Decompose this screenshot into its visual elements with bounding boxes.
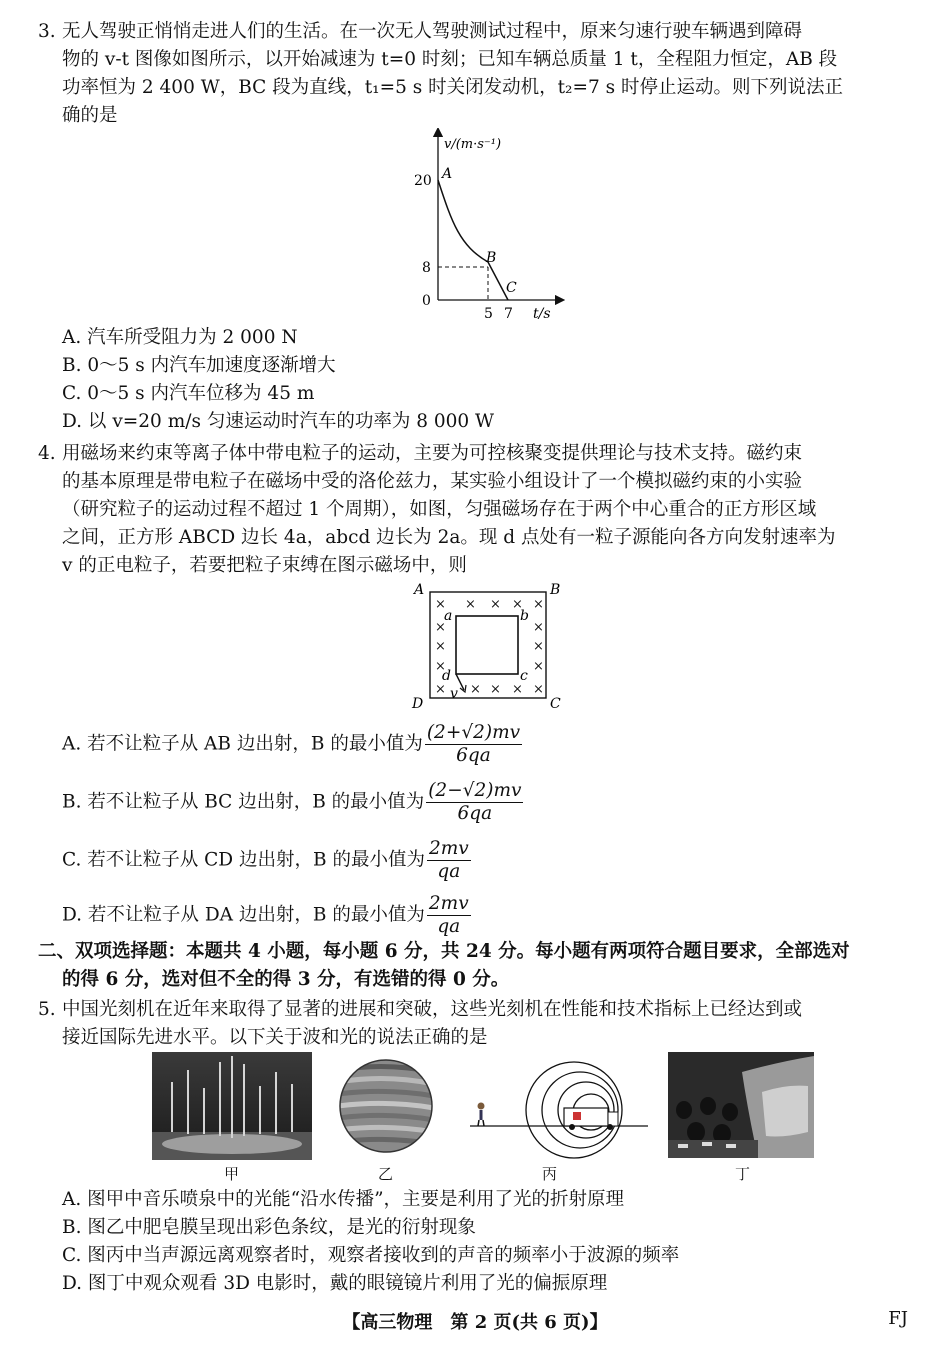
- q4-line-4: 之间，正方形 ABCD 边长 4a，abcd 边长为 2a。现 d 点处有一粒子源能向各方向发射速率为: [62, 527, 836, 548]
- svg-text:×: ×: [435, 639, 446, 654]
- v-axis-label: v/(m·s⁻¹): [444, 137, 502, 152]
- ambulance-icon: [564, 1108, 608, 1126]
- label-ding: 丁: [735, 1165, 751, 1183]
- q4-line-2: 的基本原理是带电粒子在磁场中受的洛伦兹力，某实验小组设计了一个模拟磁约束的小实验: [62, 471, 803, 492]
- q4-option-c: [62, 838, 471, 883]
- section2-heading-line-1: 二、双项选择题：本题共 4 小题，每小题 6 分，共 24 分。每小题有两项符合题目要求，全部选对: [38, 941, 850, 962]
- q5-line-2: 接近国际先进水平。以下关于波和光的说法正确的是: [62, 1027, 488, 1048]
- label-big-d: D: [412, 696, 424, 712]
- curve-ab: [438, 180, 488, 262]
- q4-option-c-denominator: qa: [437, 861, 461, 882]
- label-big-c: C: [550, 696, 561, 712]
- q5-line-1: 中国光刻机在近年来取得了显著的进展和突破，这些光刻机在性能和技术指标上已经达到或: [62, 999, 803, 1020]
- fountain-photo: [152, 1052, 312, 1160]
- label-small-d: d: [442, 668, 451, 684]
- svg-text:×: ×: [512, 682, 523, 697]
- svg-text:×: ×: [435, 597, 446, 612]
- label-small-c: c: [520, 668, 528, 684]
- q4-option-a-text: A. 若不让粒子从 AB 边出射，B 的最小值为: [62, 733, 423, 755]
- q4-option-b-numerator: (2−√2)mv: [428, 780, 522, 801]
- q4-option-b-denominator: 6qa: [457, 803, 493, 824]
- line-bc: [488, 262, 508, 300]
- q4-option-a-fraction: [425, 722, 522, 767]
- q4-option-c-numerator: 2mv: [428, 838, 469, 859]
- svg-text:×: ×: [435, 659, 446, 674]
- q4-option-d-denominator: qa: [437, 916, 461, 937]
- point-b: B: [486, 250, 497, 266]
- svg-text:×: ×: [533, 597, 544, 612]
- q4-option-d: [62, 893, 471, 938]
- svg-text:×: ×: [533, 659, 544, 674]
- doppler-figure: [470, 1054, 650, 1160]
- svg-text:×: ×: [533, 620, 544, 635]
- q4-line-3: （研究粒子的运动过程不超过 1 个周期），如图，匀强磁场存在于两个中心重合的正方形区域: [62, 499, 817, 520]
- q3-line-2: 物的 v-t 图像如图所示，以开始减速为 t=0 时刻；已知车辆总质量 1 t，全程阻力恒定，AB 段: [62, 49, 838, 70]
- label-bing: 丙: [542, 1165, 558, 1183]
- label-big-a: A: [414, 582, 425, 598]
- q3-vt-graph: [400, 128, 570, 328]
- q4-number: 4.: [38, 443, 56, 464]
- tick-5: 5: [484, 306, 493, 322]
- 3d-movie-photo: [668, 1052, 814, 1158]
- q5-option-a: A. 图甲中音乐喷泉中的光能“沿水传播”，主要是利用了光的折射原理: [62, 1189, 625, 1210]
- q3-option-d: D. 以 v=20 m/s 匀速运动时汽车的功率为 8 000 W: [62, 411, 495, 432]
- inner-square-abcd: [456, 616, 518, 674]
- q3-line-3: 功率恒为 2 400 W，BC 段为直线，t₁=5 s 时关闭发动机，t₂=7 s 时停止运动。则下列说法正: [62, 77, 843, 98]
- svg-text:×: ×: [533, 682, 544, 697]
- q4-magnetic-figure: [408, 580, 568, 712]
- label-jia: 甲: [224, 1165, 240, 1183]
- svg-text:×: ×: [512, 597, 523, 612]
- q5-option-b: B. 图乙中肥皂膜呈现出彩色条纹，是光的衍射现象: [62, 1217, 476, 1238]
- svg-text:×: ×: [435, 620, 446, 635]
- svg-text:×: ×: [435, 682, 446, 697]
- label-small-a: a: [444, 608, 453, 624]
- q5-option-c: C. 图丙中当声源远离观察者时，观察者接收到的声音的频率小于波源的频率: [62, 1245, 680, 1266]
- q3-line-1: 无人驾驶正悄悄走进人们的生活。在一次无人驾驶测试过程中，原来匀速行驶车辆遇到障碍: [62, 21, 803, 42]
- label-v: v: [450, 686, 458, 702]
- q4-line-1: 用磁场来约束等离子体中带电粒子的运动，主要为可控核聚变提供理论与技术支持。磁约束: [62, 443, 803, 464]
- q4-option-a-numerator: (2+√2)mv: [426, 722, 521, 743]
- svg-text:×: ×: [490, 682, 501, 697]
- observer-icon: [478, 1103, 485, 1110]
- q4-option-d-text: D. 若不让粒子从 DA 边出射，B 的最小值为: [62, 904, 425, 926]
- label-small-b: b: [520, 608, 529, 624]
- q4-option-b-text: B. 若不让粒子从 BC 边出射，B 的最小值为: [62, 791, 425, 813]
- q3-line-4: 确的是: [62, 105, 118, 126]
- label-big-b: B: [550, 582, 561, 598]
- q4-option-b: [62, 780, 523, 825]
- point-a: A: [442, 166, 453, 182]
- q4-option-d-numerator: 2mv: [428, 893, 469, 914]
- point-c: C: [506, 280, 517, 296]
- tick-20: 20: [414, 173, 432, 189]
- page-footer: 【高三物理 第 2 页(共 6 页)】: [342, 1312, 608, 1333]
- tick-7: 7: [504, 306, 513, 322]
- q5-number: 5.: [38, 999, 56, 1020]
- q4-option-a-denominator: 6qa: [456, 745, 491, 766]
- q4-option-b-fraction: [426, 780, 523, 825]
- q4-line-5: v 的正电粒子，若要把粒子束缚在图示磁场中，则: [62, 555, 467, 576]
- q3-option-b: B. 0～5 s 内汽车加速度逐渐增大: [62, 355, 336, 376]
- q4-option-c-fraction: [427, 838, 471, 883]
- label-yi: 乙: [378, 1165, 394, 1183]
- q3-number: 3.: [38, 21, 56, 42]
- footer-code: FJ: [888, 1308, 908, 1329]
- svg-text:×: ×: [490, 597, 501, 612]
- tick-0: 0: [422, 293, 431, 309]
- q4-option-d-fraction: [427, 893, 471, 938]
- tick-8: 8: [422, 260, 431, 276]
- svg-text:×: ×: [533, 639, 544, 654]
- section2-heading-line-2: 的得 6 分，选对但不全的得 3 分，有选错的得 0 分。: [62, 969, 510, 990]
- q4-option-a: [62, 722, 522, 767]
- q5-option-d: D. 图丁中观众观看 3D 电影时，戴的眼镜镜片利用了光的偏振原理: [62, 1273, 608, 1294]
- t-axis-label: t/s: [533, 306, 551, 322]
- cross-icon: [573, 1112, 581, 1120]
- svg-text:×: ×: [470, 682, 481, 697]
- q3-option-c: C. 0～5 s 内汽车位移为 45 m: [62, 383, 315, 404]
- svg-text:×: ×: [465, 597, 476, 612]
- soap-film-photo: [338, 1056, 434, 1156]
- q4-option-c-text: C. 若不让粒子从 CD 边出射，B 的最小值为: [62, 849, 425, 871]
- q3-option-a: A. 汽车所受阻力为 2 000 N: [62, 327, 298, 348]
